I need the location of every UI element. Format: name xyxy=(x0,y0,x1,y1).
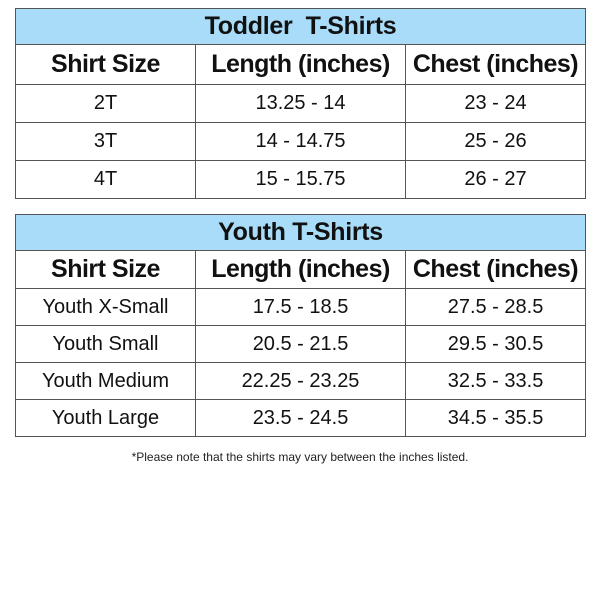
table-row xyxy=(16,363,586,400)
size-cell: 2T xyxy=(16,85,196,123)
column-header-length: Length (inches) xyxy=(196,251,406,289)
length-cell: 22.25 - 23.25 xyxy=(196,363,406,400)
chest-cell: 34.5 - 35.5 xyxy=(406,400,586,437)
size-cell: Youth Large xyxy=(16,400,196,437)
table-row xyxy=(16,289,586,326)
youth-size-table xyxy=(15,214,586,437)
chest-cell: 23 - 24 xyxy=(406,85,586,123)
length-cell: 23.5 - 24.5 xyxy=(196,400,406,437)
column-header-length: Length (inches) xyxy=(196,45,406,85)
length-cell: 20.5 - 21.5 xyxy=(196,326,406,363)
column-header-shirt-size: Shirt Size xyxy=(16,251,196,289)
chest-cell: 29.5 - 30.5 xyxy=(406,326,586,363)
table-row xyxy=(16,326,586,363)
toddler-header-row xyxy=(16,45,586,85)
toddler-title-row xyxy=(16,9,586,45)
length-cell: 14 - 14.75 xyxy=(196,123,406,161)
table-row xyxy=(16,123,586,161)
toddler-size-table xyxy=(15,8,586,199)
length-cell: 17.5 - 18.5 xyxy=(196,289,406,326)
toddler-table-title: Toddler T-Shirts xyxy=(16,9,586,45)
column-header-chest: Chest (inches) xyxy=(406,45,586,85)
size-cell: Youth X-Small xyxy=(16,289,196,326)
table-row xyxy=(16,85,586,123)
table-row xyxy=(16,161,586,199)
size-cell: 3T xyxy=(16,123,196,161)
table-row xyxy=(16,400,586,437)
youth-table-title: Youth T-Shirts xyxy=(16,215,586,251)
footnote: *Please note that the shirts may vary between the inches listed. xyxy=(131,450,469,464)
size-cell: Youth Small xyxy=(16,326,196,363)
chest-cell: 26 - 27 xyxy=(406,161,586,199)
size-cell: Youth Medium xyxy=(16,363,196,400)
column-header-chest: Chest (inches) xyxy=(406,251,586,289)
youth-title-row xyxy=(16,215,586,251)
youth-header-row xyxy=(16,251,586,289)
chest-cell: 27.5 - 28.5 xyxy=(406,289,586,326)
chest-cell: 32.5 - 33.5 xyxy=(406,363,586,400)
length-cell: 15 - 15.75 xyxy=(196,161,406,199)
size-cell: 4T xyxy=(16,161,196,199)
column-header-shirt-size: Shirt Size xyxy=(16,45,196,85)
chest-cell: 25 - 26 xyxy=(406,123,586,161)
length-cell: 13.25 - 14 xyxy=(196,85,406,123)
